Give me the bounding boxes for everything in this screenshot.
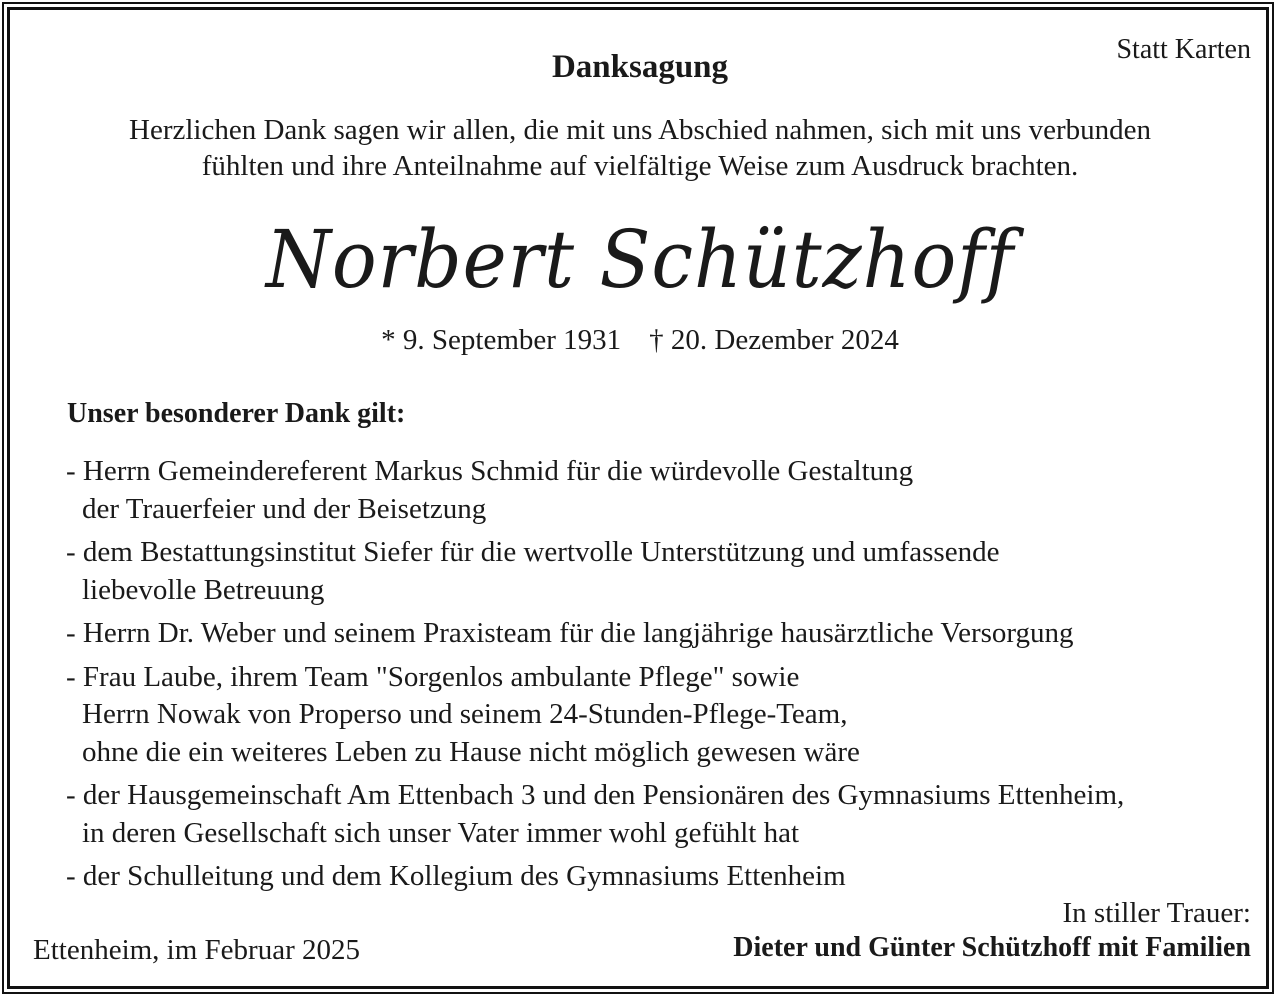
- thanks-line: - Herrn Gemeindereferent Markus Schmid für die würdevolle Gestaltung: [66, 455, 914, 487]
- thanks-item: [66, 453, 1124, 528]
- mourning-label: In stiller Trauer:: [1062, 897, 1251, 929]
- thanks-line: liebevolle Betreuung: [82, 573, 325, 606]
- thanks-item: [66, 858, 1124, 896]
- life-dates: [0, 322, 1280, 358]
- corner-note: Statt Karten: [1116, 34, 1251, 65]
- thanks-line: in deren Gesellschaft sich unser Vater immer wohl gefühlt hat: [82, 816, 799, 849]
- birth-date: * 9. September 1931: [381, 324, 622, 356]
- place-date: Ettenheim, im Februar 2025: [33, 934, 360, 966]
- thanks-line: - Frau Laube, ihrem Team "Sorgenlos ambulante Pflege" sowie: [66, 660, 800, 693]
- death-date: † 20. Dezember 2024: [649, 324, 899, 356]
- thanks-line: der Trauerfeier und der Beisetzung: [82, 492, 487, 525]
- thanks-item: [66, 777, 1124, 852]
- thanks-item: [66, 534, 1124, 609]
- thanks-line: - der Hausgemeinschaft Am Ettenbach 3 und den Pensionären des Gymnasiums Ettenheim,: [66, 779, 1125, 811]
- thanks-list: [66, 453, 1124, 902]
- signatories: Dieter und Günter Schützhoff mit Familien: [733, 932, 1251, 963]
- deceased-name: Norbert Schützhoff: [265, 213, 1015, 306]
- thanks-line: ohne die ein weiteres Leben zu Hause nicht möglich gewesen wäre: [82, 735, 860, 768]
- special-thanks-heading: Unser besonderer Dank gilt:: [67, 398, 406, 429]
- intro-line: fühlten und ihre Anteilnahme auf vielfältige Weise zum Ausdruck brachten.: [201, 150, 1079, 182]
- thanks-line: - Herrn Dr. Weber und seinem Praxisteam für die langjährige hausärztliche Versorgung: [66, 617, 1074, 649]
- thanks-line: - dem Bestattungsinstitut Siefer für die wertvolle Unterstützung und umfassende: [66, 536, 1000, 568]
- thanks-item: [66, 659, 1124, 772]
- notice-title: Danksagung: [551, 49, 729, 85]
- thanks-line: Herrn Nowak von Properso und seinem 24-Stunden-Pflege-Team,: [82, 698, 848, 730]
- intro-line: Herzlichen Dank sagen wir allen, die mit uns Abschied nahmen, sich mit uns verbunden: [129, 114, 1151, 146]
- thanks-line: - der Schulleitung und dem Kollegium des Gymnasiums Ettenheim: [66, 860, 846, 892]
- intro-text: [0, 112, 1280, 184]
- thanks-item: [66, 615, 1124, 653]
